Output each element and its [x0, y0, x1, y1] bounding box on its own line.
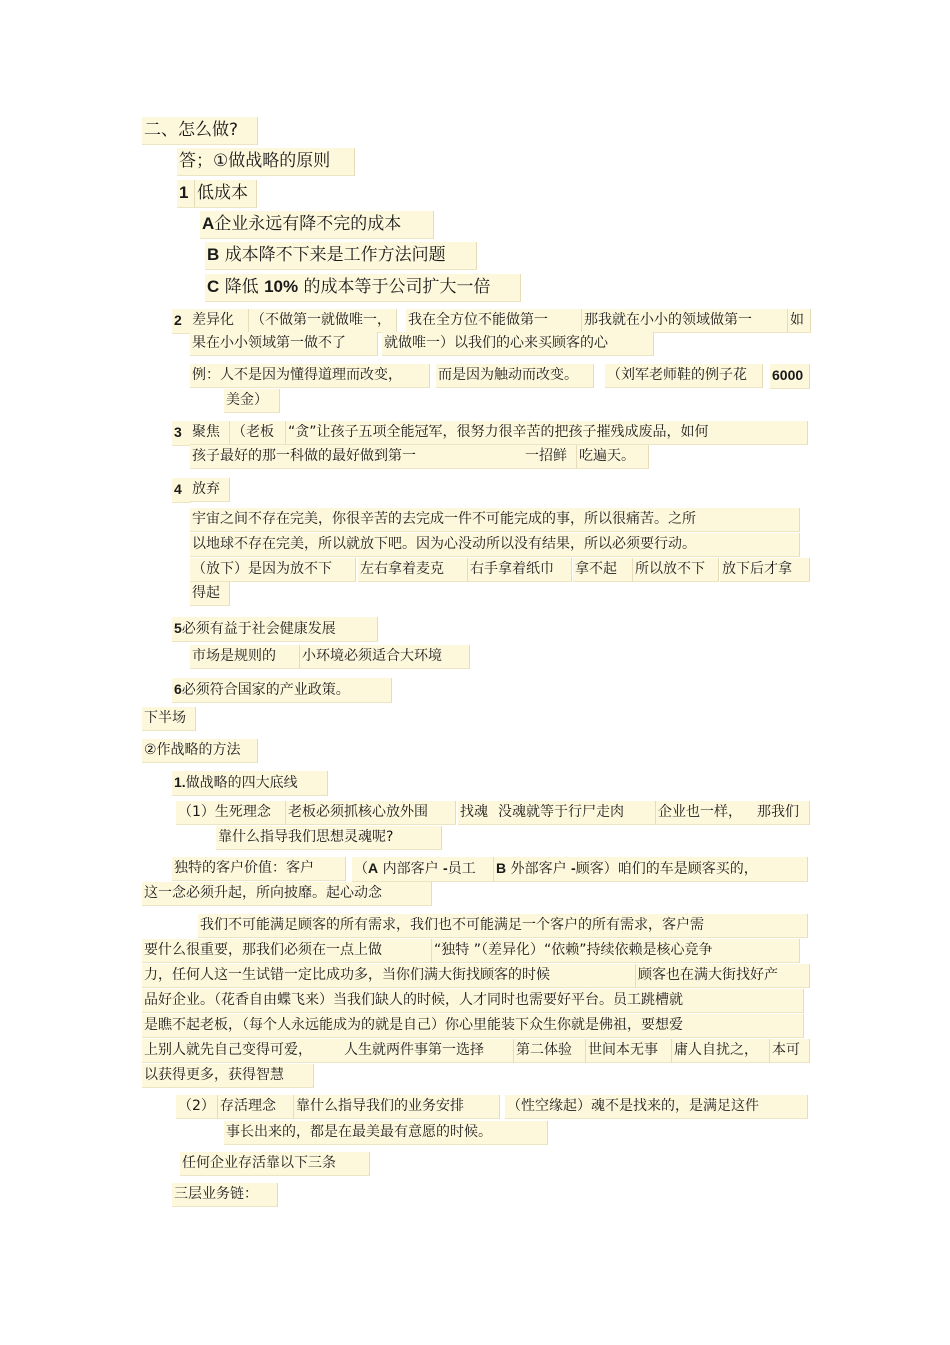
paragraph-line: 宇宙之间不存在完美，你很辛苦的去完成一件不可能完成的事，所以很痛苦。之所 — [190, 508, 800, 532]
text-span: 事长出来的，都是在最美最有意愿的时候。 — [224, 1121, 548, 1145]
text-span: 存活理念 — [218, 1095, 294, 1119]
principle-number: 3 — [172, 421, 191, 446]
text-span: 三层业务链： — [172, 1183, 278, 1207]
principle-title: 放弃 — [190, 478, 230, 502]
paragraph-line: 我们不可能满足顾客的所有需求，我们也不可能满足一个客户的所有需求，客户需 — [198, 914, 808, 938]
text-span: 拿不起 — [573, 558, 633, 582]
text-span: 上别人就先自己变得可爱， — [142, 1039, 344, 1063]
text-span: 以获得更多，获得智慧 — [142, 1064, 314, 1088]
text-span: （2） — [176, 1095, 218, 1119]
example-text: 例：人不是因为懂得道理而改变， — [190, 364, 430, 388]
text-span: 靠什么指导我们的业务安排 — [294, 1095, 500, 1119]
text-span: 人生就两件事第一选择 — [342, 1039, 514, 1063]
text-span: （放下）是因为放不下 — [190, 558, 356, 582]
text-span: 如 — [788, 309, 811, 333]
section-heading: 二、怎么做? — [142, 117, 258, 145]
principle-number: 6必须符合国家的产业政策。 — [172, 678, 392, 703]
text-span: 力，任何人这一生试错一定比成功多，当你们满大街找顾客的时候 — [142, 964, 636, 988]
text-span: 右手拿着纸巾 — [468, 558, 572, 582]
text-span: 这一念必须升起，所向披靡。起心动念 — [142, 882, 432, 906]
text-span: 本可 — [770, 1039, 810, 1063]
text-span: 老板必须抓核心放外围 — [286, 801, 456, 825]
example-text: 而是因为触动而改变。 — [436, 364, 594, 388]
text-span: 得起 — [190, 582, 230, 606]
text-span: 任何企业存活靠以下三条 — [180, 1152, 370, 1176]
example-text: （刘军老师鞋的例子花 — [605, 364, 763, 388]
paragraph-line: 是瞧不起老板，（每个人永远能成为的就是自己）你心里能装下众生你就是佛祖，要想爱 — [142, 1014, 804, 1038]
text-span: B 外部客户 -顾客）咱们的车是顾客买的， — [494, 857, 808, 882]
paragraph-line: 品好企业。（花香自由蝶飞来）当我们缺人的时候，人才同时也需要好平台。员工跳槽就 — [142, 989, 804, 1013]
paragraph-line: 以地球不存在完美，所以就放下吧。因为心没动所以没有结果，所以必须要行动。 — [190, 533, 800, 557]
text-span: 聚焦 — [190, 421, 230, 445]
text-span: 一招鲜 — [523, 445, 577, 469]
text-span: 独特的客户价值：客户 — [172, 857, 346, 881]
text-span: 第二体验 — [514, 1039, 586, 1063]
text-span: （A 内部客户 -员工 — [352, 857, 494, 882]
text-span: “贪”让孩子五项全能冠军，很努力很辛苦的把孩子摧残成废品，如何 — [286, 421, 808, 445]
point-b: B 成本降不下来是工作方法问题 — [205, 242, 477, 270]
text-span: 果在小小领域第一做不了 — [190, 332, 378, 356]
text-span: 顾客也在满大街找好产 — [636, 964, 810, 988]
text-span: 差异化 — [190, 309, 249, 333]
principle-number: 1 — [177, 180, 195, 208]
text-span: 企业也一样， — [656, 801, 756, 825]
point-c: C 降低 10% 的成本等于公司扩大一倍 — [205, 274, 521, 302]
principle-number: 4 — [172, 478, 191, 503]
method-heading: 1.做战略的四大底线 — [172, 771, 328, 796]
principle-number: 2 — [172, 309, 191, 334]
text-span: 靠什么指导我们思想灵魂呢? — [216, 826, 442, 850]
text-span: 左右拿着麦克 — [358, 558, 468, 582]
principle-number: 5必须有益于社会健康发展 — [172, 617, 378, 642]
answer-heading: 答；①做战略的原则 — [177, 148, 355, 176]
text-span: （1）生死理念 — [176, 801, 286, 825]
text-span: 孩子最好的那一科做的最好做到第一 — [190, 445, 524, 469]
text-span: （性空缘起）魂不是找来的，是满足这件 — [505, 1095, 808, 1119]
text-span: 那我就在小小的领域做第一 — [582, 309, 788, 333]
text-span: 要什么很重要，那我们必须在一点上做 — [142, 939, 432, 963]
text-span: 庸人自扰之， — [672, 1039, 770, 1063]
text-span: “独特 ”（差异化）“依赖”持续依赖是核心竞争 — [432, 939, 800, 963]
text-span: 找魂 — [458, 801, 497, 825]
text-span: 所以放不下 — [633, 558, 719, 582]
section-label: ②作战略的方法 — [142, 739, 258, 763]
point-a: A企业永远有降不完的成本 — [200, 211, 434, 239]
text-span: 就做唯一）以我们的心来买顾客的心 — [382, 332, 654, 356]
text-span: 世间本无事 — [586, 1039, 672, 1063]
text-span: 放下后才拿 — [720, 558, 810, 582]
text-span: 小环境必须适合大环境 — [300, 645, 470, 669]
text-span: （不做第一就做唯一， — [249, 309, 397, 333]
text-span: 我在全方位不能做第一 — [406, 309, 582, 333]
text-span: （老板 — [230, 421, 286, 445]
text-span: 吃遍天。 — [577, 445, 649, 469]
text-span: 没魂就等于行尸走肉 — [496, 801, 656, 825]
example-number: 6000 — [770, 364, 810, 389]
text-span: 那我们 — [755, 801, 810, 825]
text-span: 市场是规则的 — [190, 645, 300, 669]
example-text: 美金） — [224, 389, 280, 413]
section-label: 下半场 — [142, 707, 196, 731]
principle-title: 低成本 — [195, 180, 257, 208]
